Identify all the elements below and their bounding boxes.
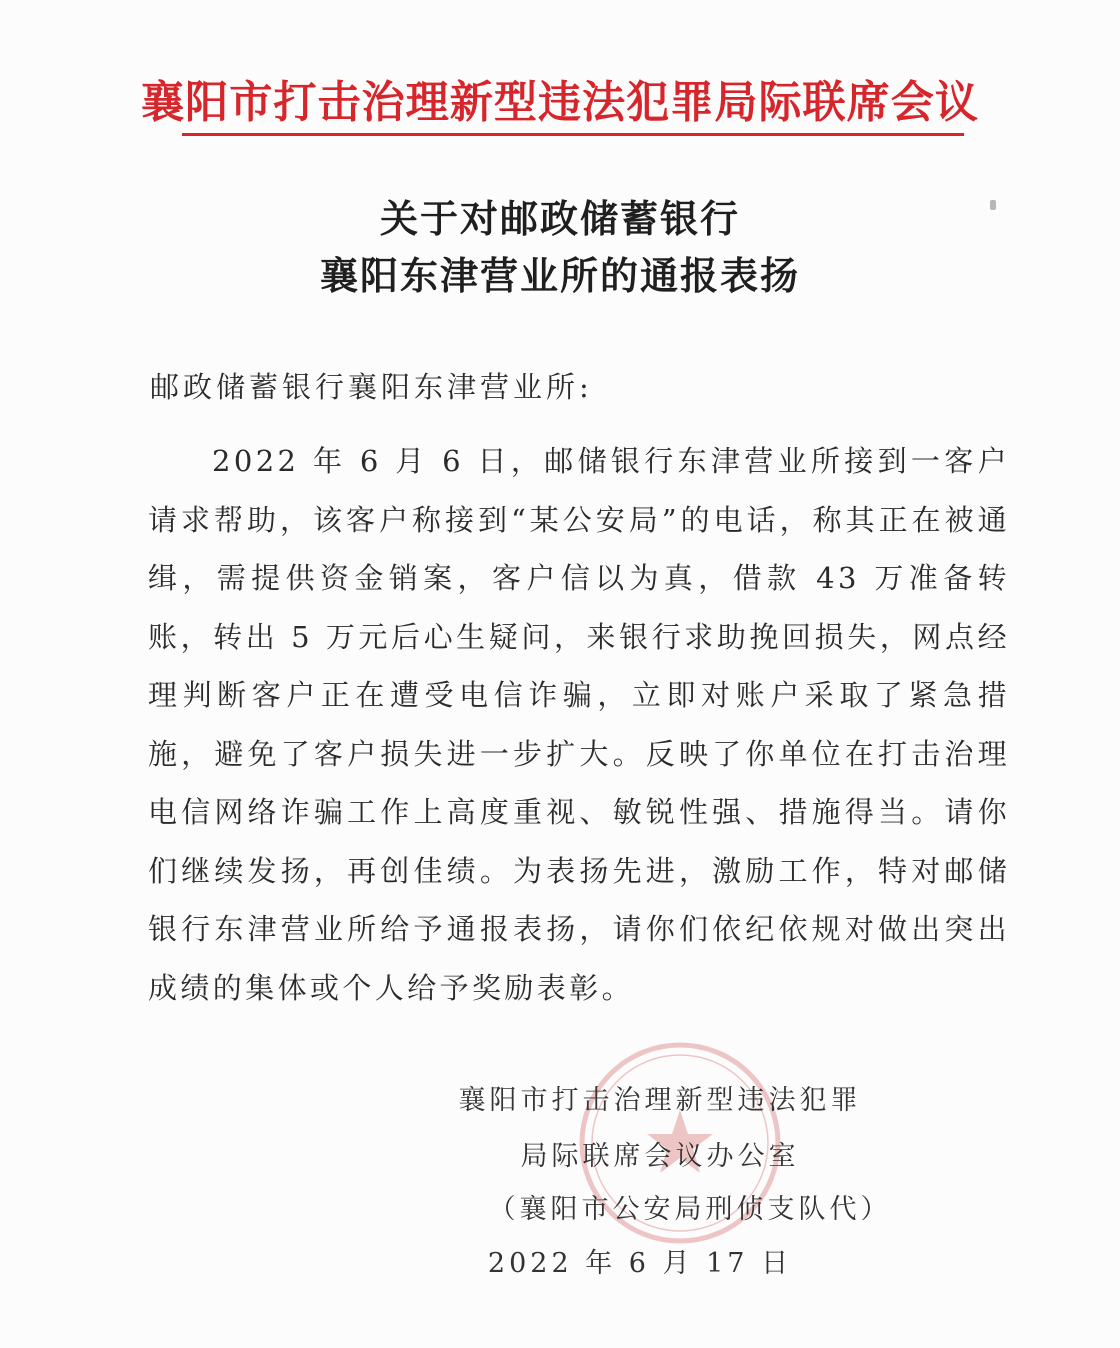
signature-org-line2: 局际联席会议办公室 <box>520 1141 800 1172</box>
signature-org-line1: 襄阳市打击治理新型违法犯罪 <box>458 1085 862 1116</box>
header-org-title: 襄阳市打击治理新型违法犯罪局际联席会议 <box>141 77 979 128</box>
document-title-line2: 襄阳东津营业所的通报表扬 <box>319 253 800 298</box>
header-red-rule <box>182 133 964 136</box>
signature-date: 2022 年 6 月 17 日 <box>487 1248 793 1279</box>
scan-speck <box>990 200 996 210</box>
salutation: 邮政储蓄银行襄阳东津营业所: <box>150 370 593 404</box>
document-title-line1: 关于对邮政储蓄银行 <box>379 196 740 241</box>
signature-org-line3: （襄阳市公安局刑侦支队代） <box>488 1194 892 1225</box>
body-paragraph: 2022 年 6 月 6 日，邮储银行东津营业所接到一客户请求帮助，该客户称接到“某公安局”的电话，称其正在被通缉，需提供资金销案，客户信以为真，借款 43 万准备转账，转出 5 万元后心生疑问，来银行求助挽回损失，网点经理判断客户正在遭受电信诈骗，立即对账户采取了紧急措施，避免了客户损失进一步扩大。反映了你单位在打击治理电信网络诈骗工作上高度重视、敏锐性强、措施得当。请你们继续发扬，再创佳绩。为表扬先进，激励工作，特对邮储银行东津营业所给予通报表扬，请你们依纪依规对做出突出成绩的集体或个人给予奖励表彰。 <box>148 444 1010 1005</box>
